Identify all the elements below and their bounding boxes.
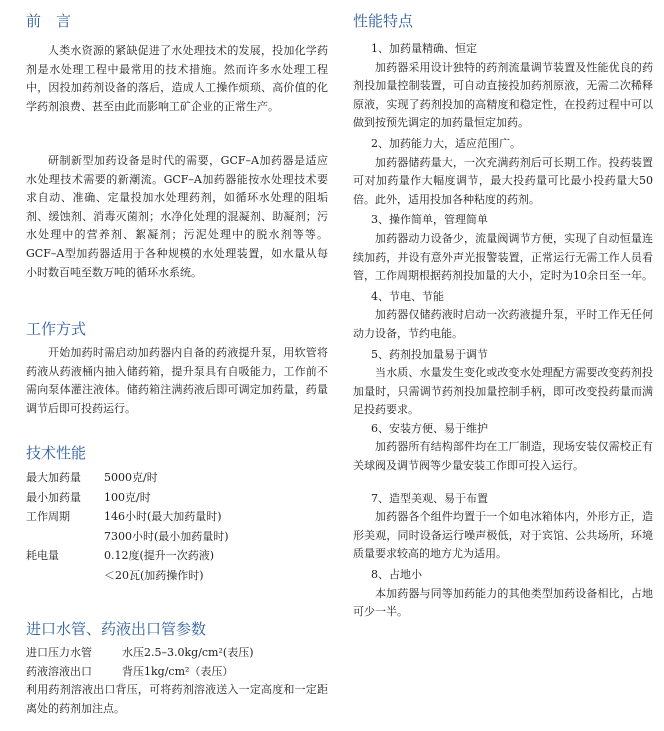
feature-text: 加药器仅储药液时启动一次药液提升泵，平时工作无任何动力设备，节约电能。 — [353, 308, 653, 340]
feature-item — [353, 490, 653, 564]
pipe-label: 进口压力水管 — [26, 646, 92, 659]
feature-heading: 6、安装方便、易于维护 — [371, 421, 488, 435]
feature-item — [353, 346, 653, 420]
feature-text: 加药器所有结构部件均在工厂制造，现场安装仅需校正有关球阀及调节阀等少量安装工作即可投入运行。 — [353, 440, 653, 473]
preface-title: 前 言 — [26, 12, 72, 30]
feature-item — [353, 40, 653, 133]
spec-row-cycle — [26, 507, 328, 527]
feature-heading: 2、加药能力大，适应范围广。 — [371, 136, 521, 150]
pipe-row-inlet — [26, 644, 328, 663]
pipe-title: 进口水管、药液出口管参数 — [26, 620, 207, 638]
feature-item — [353, 566, 653, 622]
spec-row-power — [26, 546, 328, 566]
spec-value: 146小时(最大加药量时) — [104, 510, 222, 523]
feature-heading: 4、节电、节能 — [371, 289, 444, 303]
pipe-note: 利用药剂溶液出口背压，可将药剂溶液送入一定高度和一定距离处的药剂加注点。 — [26, 683, 328, 715]
preface-paragraph-2: 研制新型加药设备是时代的需要，GCF–A加药器是适应水处理技术需要的新潮流。GCF–A加药器能按水处理技术要求自动、准确、定量投加水处理药剂，如循环水处理的阻垢剂、缓蚀剂、消毒灭菌剂；水净化处理的混凝剂、助凝剂；污水处理中的营养剂、絮凝剂；污泥处理中的脱水剂等等。GCF–A型加药器适用于各种规模的水处理装置，如水量从每小时数百吨至数万吨的循环水系统。 — [26, 154, 328, 279]
tech-spec-table — [26, 468, 328, 585]
feature-heading: 7、造型美观、易于布置 — [371, 491, 488, 505]
work-mode-title: 工作方式 — [26, 320, 87, 338]
feature-heading: 8、占地小 — [371, 568, 422, 582]
feature-text: 加药器动力设备少，流量阀调节方便，实现了自动恒量连续加药，并设有意外声光报警装置，正常运行无需工作人员看管，工作周期根据药剂投加量的大小，定时为10余日至一年。 — [353, 231, 653, 283]
spec-label: 最大加药量 — [26, 471, 81, 484]
work-mode-paragraph: 开始加药时需启动加药器内自备的药液提升泵，用软管将药液从药液桶内抽入储药箱，提升泵具有自吸能力，工作前不需向泵体灌注液体。储药箱注满药液后即可调定加药量，药量调节后即可投药运行。 — [26, 346, 328, 415]
pipe-value: 背压1kg/cm²（表压） — [122, 664, 234, 678]
feature-text: 加药器储药量大，一次充满药剂后可长期工作。投药装置可对加药量作大幅度调节，最大投药量可比最小投药量大50倍。此外，适用投加各种粘度的药剂。 — [353, 155, 653, 206]
spec-value: 5000克/时 — [104, 471, 158, 484]
feature-heading: 5、药剂投加量易于调节 — [371, 347, 488, 361]
feature-item — [353, 420, 653, 476]
features-list — [353, 40, 653, 622]
tech-title: 技术性能 — [26, 444, 87, 462]
pipe-params — [26, 644, 328, 718]
spec-cycle-extra: 7300小时(最小加药量时) — [104, 529, 229, 543]
pipe-value: 水压2.5–3.0kg/cm²(表压) — [122, 646, 254, 659]
preface-paragraph-1: 人类水资源的紧缺促进了水处理技术的发展，投加化学药剂是水处理工程中最常用的技术措施。然而许多水处理工程中，因投加药剂设备的落后，造成人工操作烦琐、高价值的化学药剂浪费、甚至由此而影响工矿企业的正常生产。 — [26, 44, 328, 113]
spec-row-max — [26, 468, 328, 488]
feature-text: 加药器各个组件均置于一个如电冰箱体内，外形方正，造形美观，同时设备运行噪声极低，对于宾馆、公共场所，环境质量要求较高的地方尤为适用。 — [353, 510, 653, 561]
spec-label: 耗电量 — [26, 549, 59, 562]
spec-power-extra: ＜20瓦(加药操作时) — [104, 568, 204, 582]
feature-heading: 3、操作简单，管理简单 — [371, 213, 488, 227]
spec-label: 工作周期 — [26, 510, 70, 523]
feature-text: 加药器采用设计独特的药剂流量调节装置及性能优良的药剂投加量控制装置，可自动直接投加药剂原液，无需二次稀释原液，实现了药剂投加的高精度和稳定性，在投药过程中可以做到按预先调定的加药量恒定加药。 — [353, 60, 653, 130]
pipe-label: 药液溶液出口 — [26, 664, 92, 678]
spec-label: 最小加药量 — [26, 490, 81, 504]
spec-value: 0.12度(提升一次药液) — [104, 549, 215, 562]
pipe-row-outlet — [26, 663, 328, 682]
feature-text: 本加药器与同等加药能力的其他类型加药设备相比，占地可少一半。 — [353, 586, 653, 619]
feature-heading: 1、加药量精确、恒定 — [371, 42, 477, 55]
spec-value: 100克/时 — [104, 490, 151, 504]
feature-item — [353, 211, 653, 285]
feature-item — [353, 288, 653, 344]
feature-text: 当水质、水量发生变化或改变水处理配方需要改变药剂投加量时，只需调节药剂投加量控制手柄，即可改变投药量而满足投药要求。 — [353, 366, 653, 417]
features-title: 性能特点 — [353, 12, 414, 30]
spec-row-min — [26, 488, 328, 508]
feature-item — [353, 135, 653, 209]
